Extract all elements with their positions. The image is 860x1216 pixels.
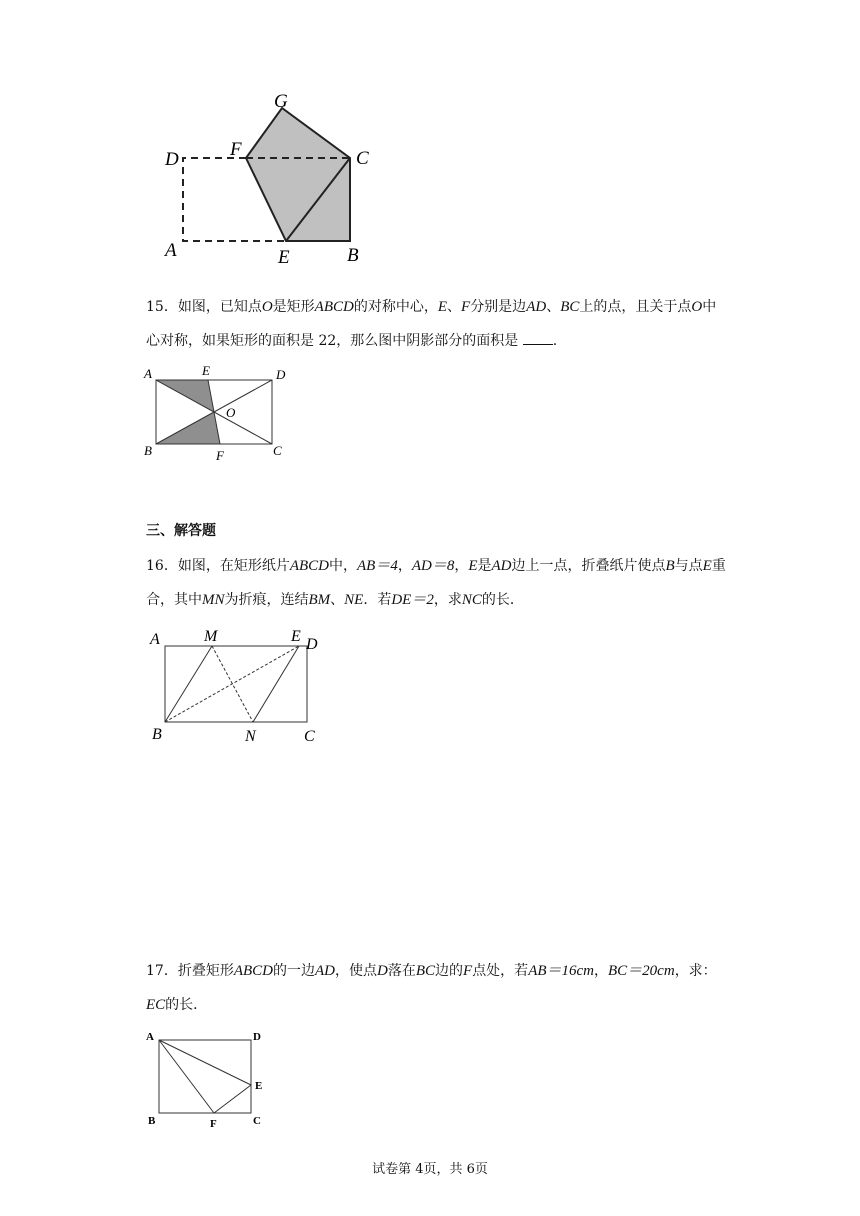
segment-af <box>159 1040 214 1113</box>
figure-q15-rectangle <box>140 362 300 466</box>
figure-pentagon-fold <box>160 88 390 270</box>
figure-q17-fold <box>140 1026 280 1136</box>
label-b: B <box>144 443 152 458</box>
label-e: E <box>255 1080 263 1092</box>
segment-ae <box>159 1040 251 1085</box>
label-b: B <box>148 1115 156 1127</box>
label-n: N <box>245 728 256 745</box>
label-c: C <box>304 728 315 745</box>
rectangle-abcd <box>159 1040 251 1113</box>
section-heading: 三、解答题 <box>146 523 216 539</box>
label-c: C <box>253 1115 261 1127</box>
question-17: 17．折叠矩形ABCD的一边AD，使点D落在BC边的F点处，若AB＝16cm，BC＝20cm，求：EC的长． <box>146 963 717 1013</box>
label-b: B <box>152 726 162 743</box>
label-c: C <box>273 443 282 458</box>
segment-fe <box>214 1085 251 1113</box>
label-a: A <box>150 631 160 648</box>
label-c: C <box>356 148 369 169</box>
segment-be <box>165 646 299 722</box>
label-e: E <box>291 628 301 645</box>
page-footer: 试卷第 4页，共 6页 <box>372 1162 488 1177</box>
q15-number: 15． <box>146 299 178 315</box>
label-e: E <box>202 363 210 378</box>
label-a: A <box>144 366 152 381</box>
label-e: E <box>278 247 290 268</box>
question-15: 15．如图，已知点O是矩形ABCD的对称中心，E、F分别是边AD、BC上的点，且关于点O中心对称，如果矩形的面积是 22，那么图中阴影部分的面积是 . <box>146 299 717 349</box>
shaded-region <box>246 108 350 241</box>
rectangle-abcd <box>165 646 307 722</box>
label-d: D <box>276 367 286 382</box>
label-d: D <box>306 636 318 653</box>
figure-q16-fold <box>146 626 336 750</box>
q17-number: 17． <box>146 963 178 979</box>
label-a: A <box>146 1031 154 1043</box>
segment-bm <box>165 646 212 722</box>
q16-number: 16． <box>146 558 178 574</box>
label-a: A <box>165 240 177 261</box>
label-o: O <box>226 405 236 420</box>
question-16: 16．如图，在矩形纸片ABCD中，AB＝4，AD＝8，E是AD边上一点，折叠纸片使点B与点E重合，其中MN为折痕，连结BM、NE．若DE＝2，求NC的长． <box>146 558 726 608</box>
label-m: M <box>204 628 218 645</box>
label-f: F <box>210 1118 217 1130</box>
label-f: F <box>216 448 224 463</box>
answer-blank[interactable] <box>523 332 553 345</box>
label-d: D <box>253 1031 261 1043</box>
label-f: F <box>230 139 242 160</box>
label-b: B <box>347 245 359 266</box>
label-d: D <box>165 149 179 170</box>
label-g: G <box>274 91 288 112</box>
segment-ne <box>253 646 299 722</box>
